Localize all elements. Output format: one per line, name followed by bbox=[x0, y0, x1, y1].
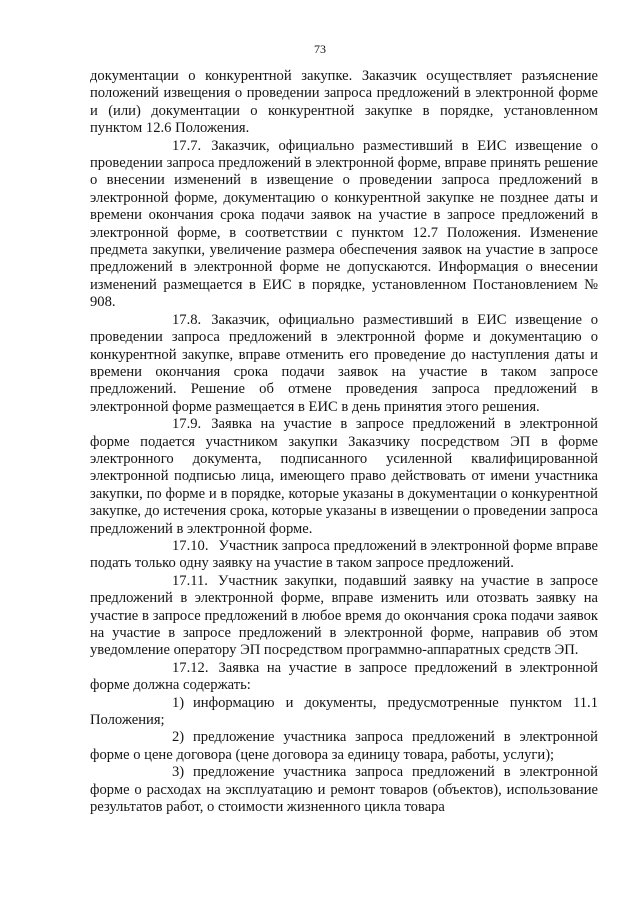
clause-17-11 bbox=[90, 573, 598, 660]
clause-17-12 bbox=[90, 660, 598, 695]
document-body bbox=[90, 68, 598, 816]
clause-17-7 bbox=[90, 138, 598, 312]
list-item-text: предложение участника запроса предложений в электронной форме о расходах на эксплуатацию и ремонт товаров (объектов), использование результатов работ, о стоимости жизненного цикла товара bbox=[90, 764, 598, 816]
clause-text: Заказчик, официально разместивший в ЕИС извещение о проведении запроса предложений в электронной форме и документацию о конкурентной закупке, вправе отменить его проведение до наступления даты и времени окончания срока подачи заявок на участие в таком запросе предложений. Решение об отмене проведения запроса предложений в электронной форме размещается в ЕИС в день принятия этого решения. bbox=[90, 311, 598, 415]
list-item-1 bbox=[90, 695, 598, 730]
list-item-text: информацию и документы, предусмотренные пунктом 11.1 Положения; bbox=[90, 694, 598, 729]
clause-number: 17.12. bbox=[172, 659, 209, 676]
clause-number: 17.8. bbox=[172, 311, 202, 328]
clause-number: 17.10. bbox=[172, 537, 209, 554]
clause-text: Участник запроса предложений в электронной форме вправе подать только одну заявку на участие в таком запросе предложений. bbox=[90, 537, 598, 572]
paragraph-text: документации о конкурентной закупке. Заказчик осуществляет разъяснение положений извещения о проведении запроса предложений в электронной форме и (или) документации о конкурентной закупке в порядке, установленном пунктом 12.6 Положения. bbox=[90, 68, 598, 137]
list-item-number: 2) bbox=[172, 729, 185, 746]
list-item-2 bbox=[90, 729, 598, 764]
clause-text: Заказчик, официально разместивший в ЕИС извещение о проведении запроса предложений в электронной форме, вправе принять решение о внесении изменений в извещение о проведении запроса предложений в электронной форме, документацию о конкурентной закупке не позднее даты и времени окончания срока подачи заявок на участие в запросе предложений в электронной форме, в соответствии с пунктом 12.7 Положения. Изменение предмета закупки, увеличение размера обеспечения заявок на участие в запросе предложений в электронной форме не допускаются. Информация о внесении изменений размещается в ЕИС в порядке, установленном Постановлением № 908. bbox=[90, 137, 598, 311]
clause-number: 17.11. bbox=[172, 572, 208, 589]
page-number: 73 bbox=[314, 42, 326, 56]
clause-17-9 bbox=[90, 416, 598, 538]
clause-text: Участник закупки, подавший заявку на участие в запросе предложений в электронной форме, вправе изменить или отозвать заявку на участие в запросе предложений в любое время до окончания срока подачи заявок на участие в запросе предложений в электронной форме, направив об этом уведомление оператору ЭП посредством программно-аппаратных средств ЭП. bbox=[90, 572, 598, 659]
clause-number: 17.9. bbox=[172, 416, 202, 433]
list-item-number: 1) bbox=[172, 694, 185, 711]
list-item-number: 3) bbox=[172, 764, 185, 781]
list-item-3 bbox=[90, 764, 598, 816]
clause-text: Заявка на участие в запросе предложений в электронной форме должна содержать: bbox=[90, 659, 598, 694]
paragraph-continuation bbox=[90, 68, 598, 138]
clause-number: 17.7. bbox=[172, 137, 202, 154]
clause-17-10 bbox=[90, 538, 598, 573]
clause-17-8 bbox=[90, 312, 598, 416]
clause-text: Заявка на участие в запросе предложений в электронной форме подается участником закупки Заказчику посредством ЭП в форме электронного документа, подписанного усиленной квалифицированной электронной подписью лица, имеющего право действовать от имени участника закупки, по форме и в порядке, которые указаны в документации о конкурентной закупке, до истечения срока, которые указаны в извещении о проведении запроса предложений в электронной форме. bbox=[90, 416, 598, 537]
list-item-text: предложение участника запроса предложений в электронной форме о цене договора (цене договора за единицу товара, работы, услуги); bbox=[90, 729, 598, 763]
